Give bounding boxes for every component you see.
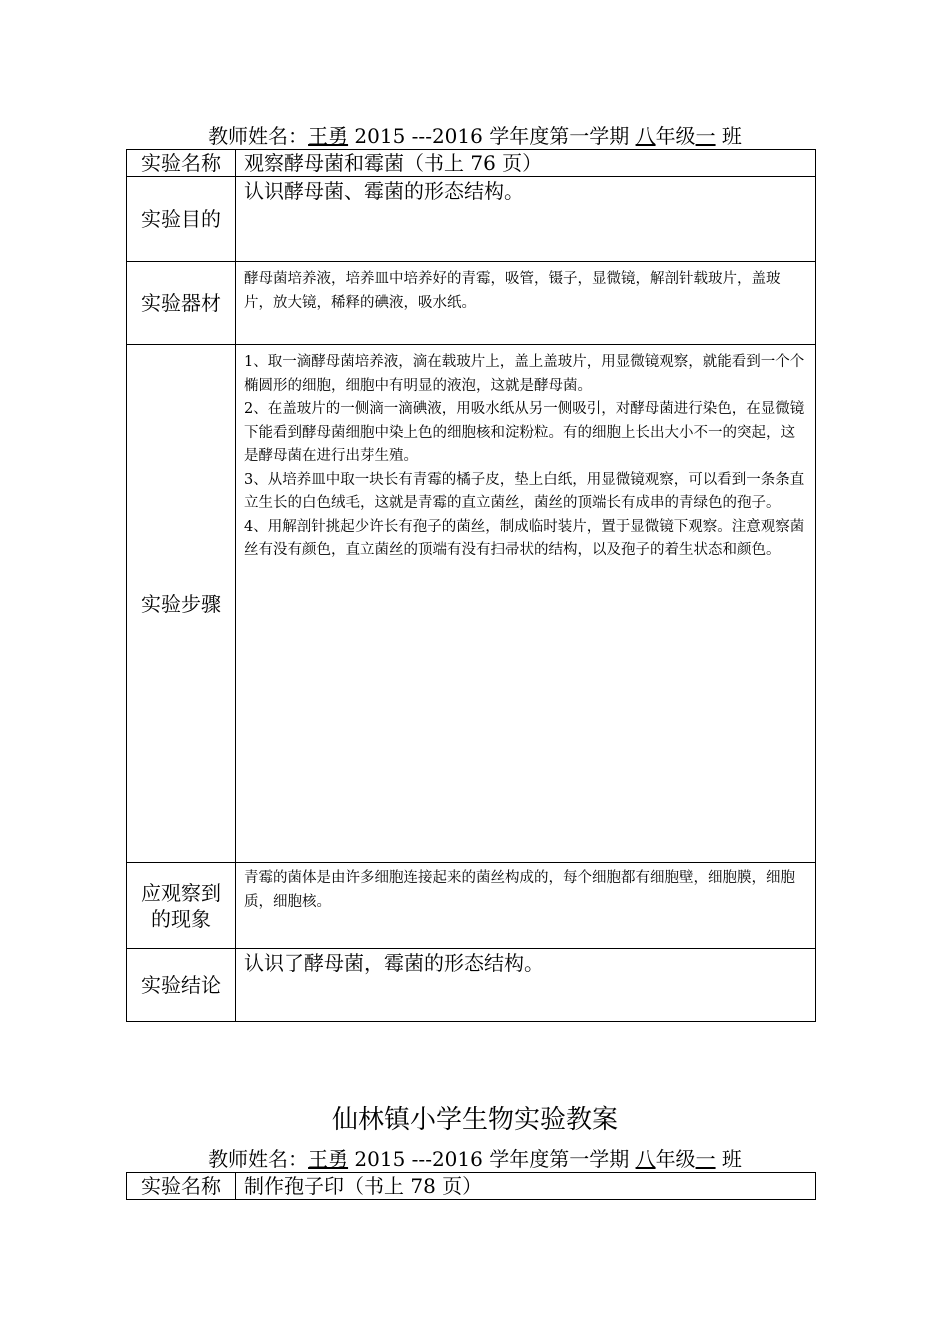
experiment-table <box>126 149 816 1022</box>
experiment-conclusion: 认识了酵母菌，霉菌的形态结构。 <box>236 949 816 1022</box>
row-label: 实验名称 <box>127 1173 236 1200</box>
table-row <box>127 949 816 1022</box>
experiment-table <box>126 1172 816 1200</box>
class-suffix: 班 <box>715 1147 742 1171</box>
row-label: 实验名称 <box>127 150 236 177</box>
table-row <box>127 863 816 949</box>
teacher-header <box>0 1147 950 1171</box>
school-term: 2015 ---2016 学年度第一学期 <box>348 124 636 148</box>
grade-value: 八 <box>635 124 656 148</box>
row-label-line: 应观察到 <box>141 880 221 905</box>
grade-value: 八 <box>635 1147 656 1171</box>
step-item: 2、在盖玻片的一侧滴一滴碘液，用吸水纸从另一侧吸引，对酵母菌进行染色，在显微镜下能看到酵母菌细胞中染上色的细胞核和淀粉粒。有的细胞上长出大小不一的突起，这是酵母菌在进行出芽生殖。 <box>244 401 805 464</box>
teacher-name: 王勇 <box>308 124 349 148</box>
expected-observation: 青霉的菌体是由许多细胞连接起来的菌丝构成的，每个细胞都有细胞壁，细胞膜，细胞质，细胞核。 <box>236 863 816 949</box>
row-label: 实验器材 <box>127 262 236 345</box>
row-label-line: 的现象 <box>151 906 211 931</box>
experiment-name: 制作孢子印（书上 78 页） <box>236 1173 816 1200</box>
table-row <box>127 262 816 345</box>
table-row <box>127 345 816 863</box>
row-label: 实验目的 <box>127 177 236 262</box>
school-term: 2015 ---2016 学年度第一学期 <box>348 1147 636 1171</box>
step-item: 4、用解剖针挑起少许长有孢子的菌丝，制成临时装片，置于显微镜下观察。注意观察菌丝有没有颜色，直立菌丝的顶端有没有扫帚状的结构，以及孢子的着生状态和颜色。 <box>244 518 805 558</box>
experiment-name: 观察酵母菌和霉菌（书上 76 页） <box>236 150 816 177</box>
teacher-prefix: 教师姓名： <box>208 1147 309 1171</box>
teacher-name: 王勇 <box>308 1147 349 1171</box>
teacher-prefix: 教师姓名： <box>208 124 309 148</box>
table-row <box>127 177 816 262</box>
class-value: 一 <box>695 1147 716 1171</box>
step-item: 1、取一滴酵母菌培养液，滴在载玻片上，盖上盖玻片，用显微镜观察，就能看到一个个椭圆形的细胞，细胞中有明显的液泡，这就是酵母菌。 <box>244 354 805 394</box>
table-row <box>127 1173 816 1200</box>
teacher-header <box>0 124 950 148</box>
class-suffix: 班 <box>715 124 742 148</box>
row-label: 实验步骤 <box>127 345 236 863</box>
class-value: 一 <box>695 124 716 148</box>
grade-suffix: 年级 <box>655 124 696 148</box>
table-row <box>127 150 816 177</box>
experiment-purpose: 认识酵母菌、霉菌的形态结构。 <box>236 177 816 262</box>
row-label: 实验结论 <box>127 949 236 1022</box>
experiment-steps <box>236 345 816 863</box>
page-title: 仙林镇小学生物实验教案 <box>331 1105 618 1135</box>
grade-suffix: 年级 <box>655 1147 696 1171</box>
row-label <box>127 863 236 949</box>
step-item: 3、从培养皿中取一块长有青霉的橘子皮，垫上白纸，用显微镜观察，可以看到一条条直立生长的白色绒毛，这就是青霉的直立菌丝，菌丝的顶端长有成串的青绿色的孢子。 <box>244 471 805 511</box>
experiment-materials: 酵母菌培养液，培养皿中培养好的青霉，吸管，镊子，显微镜，解剖针载玻片，盖玻片，放大镜，稀释的碘液，吸水纸。 <box>236 262 816 345</box>
